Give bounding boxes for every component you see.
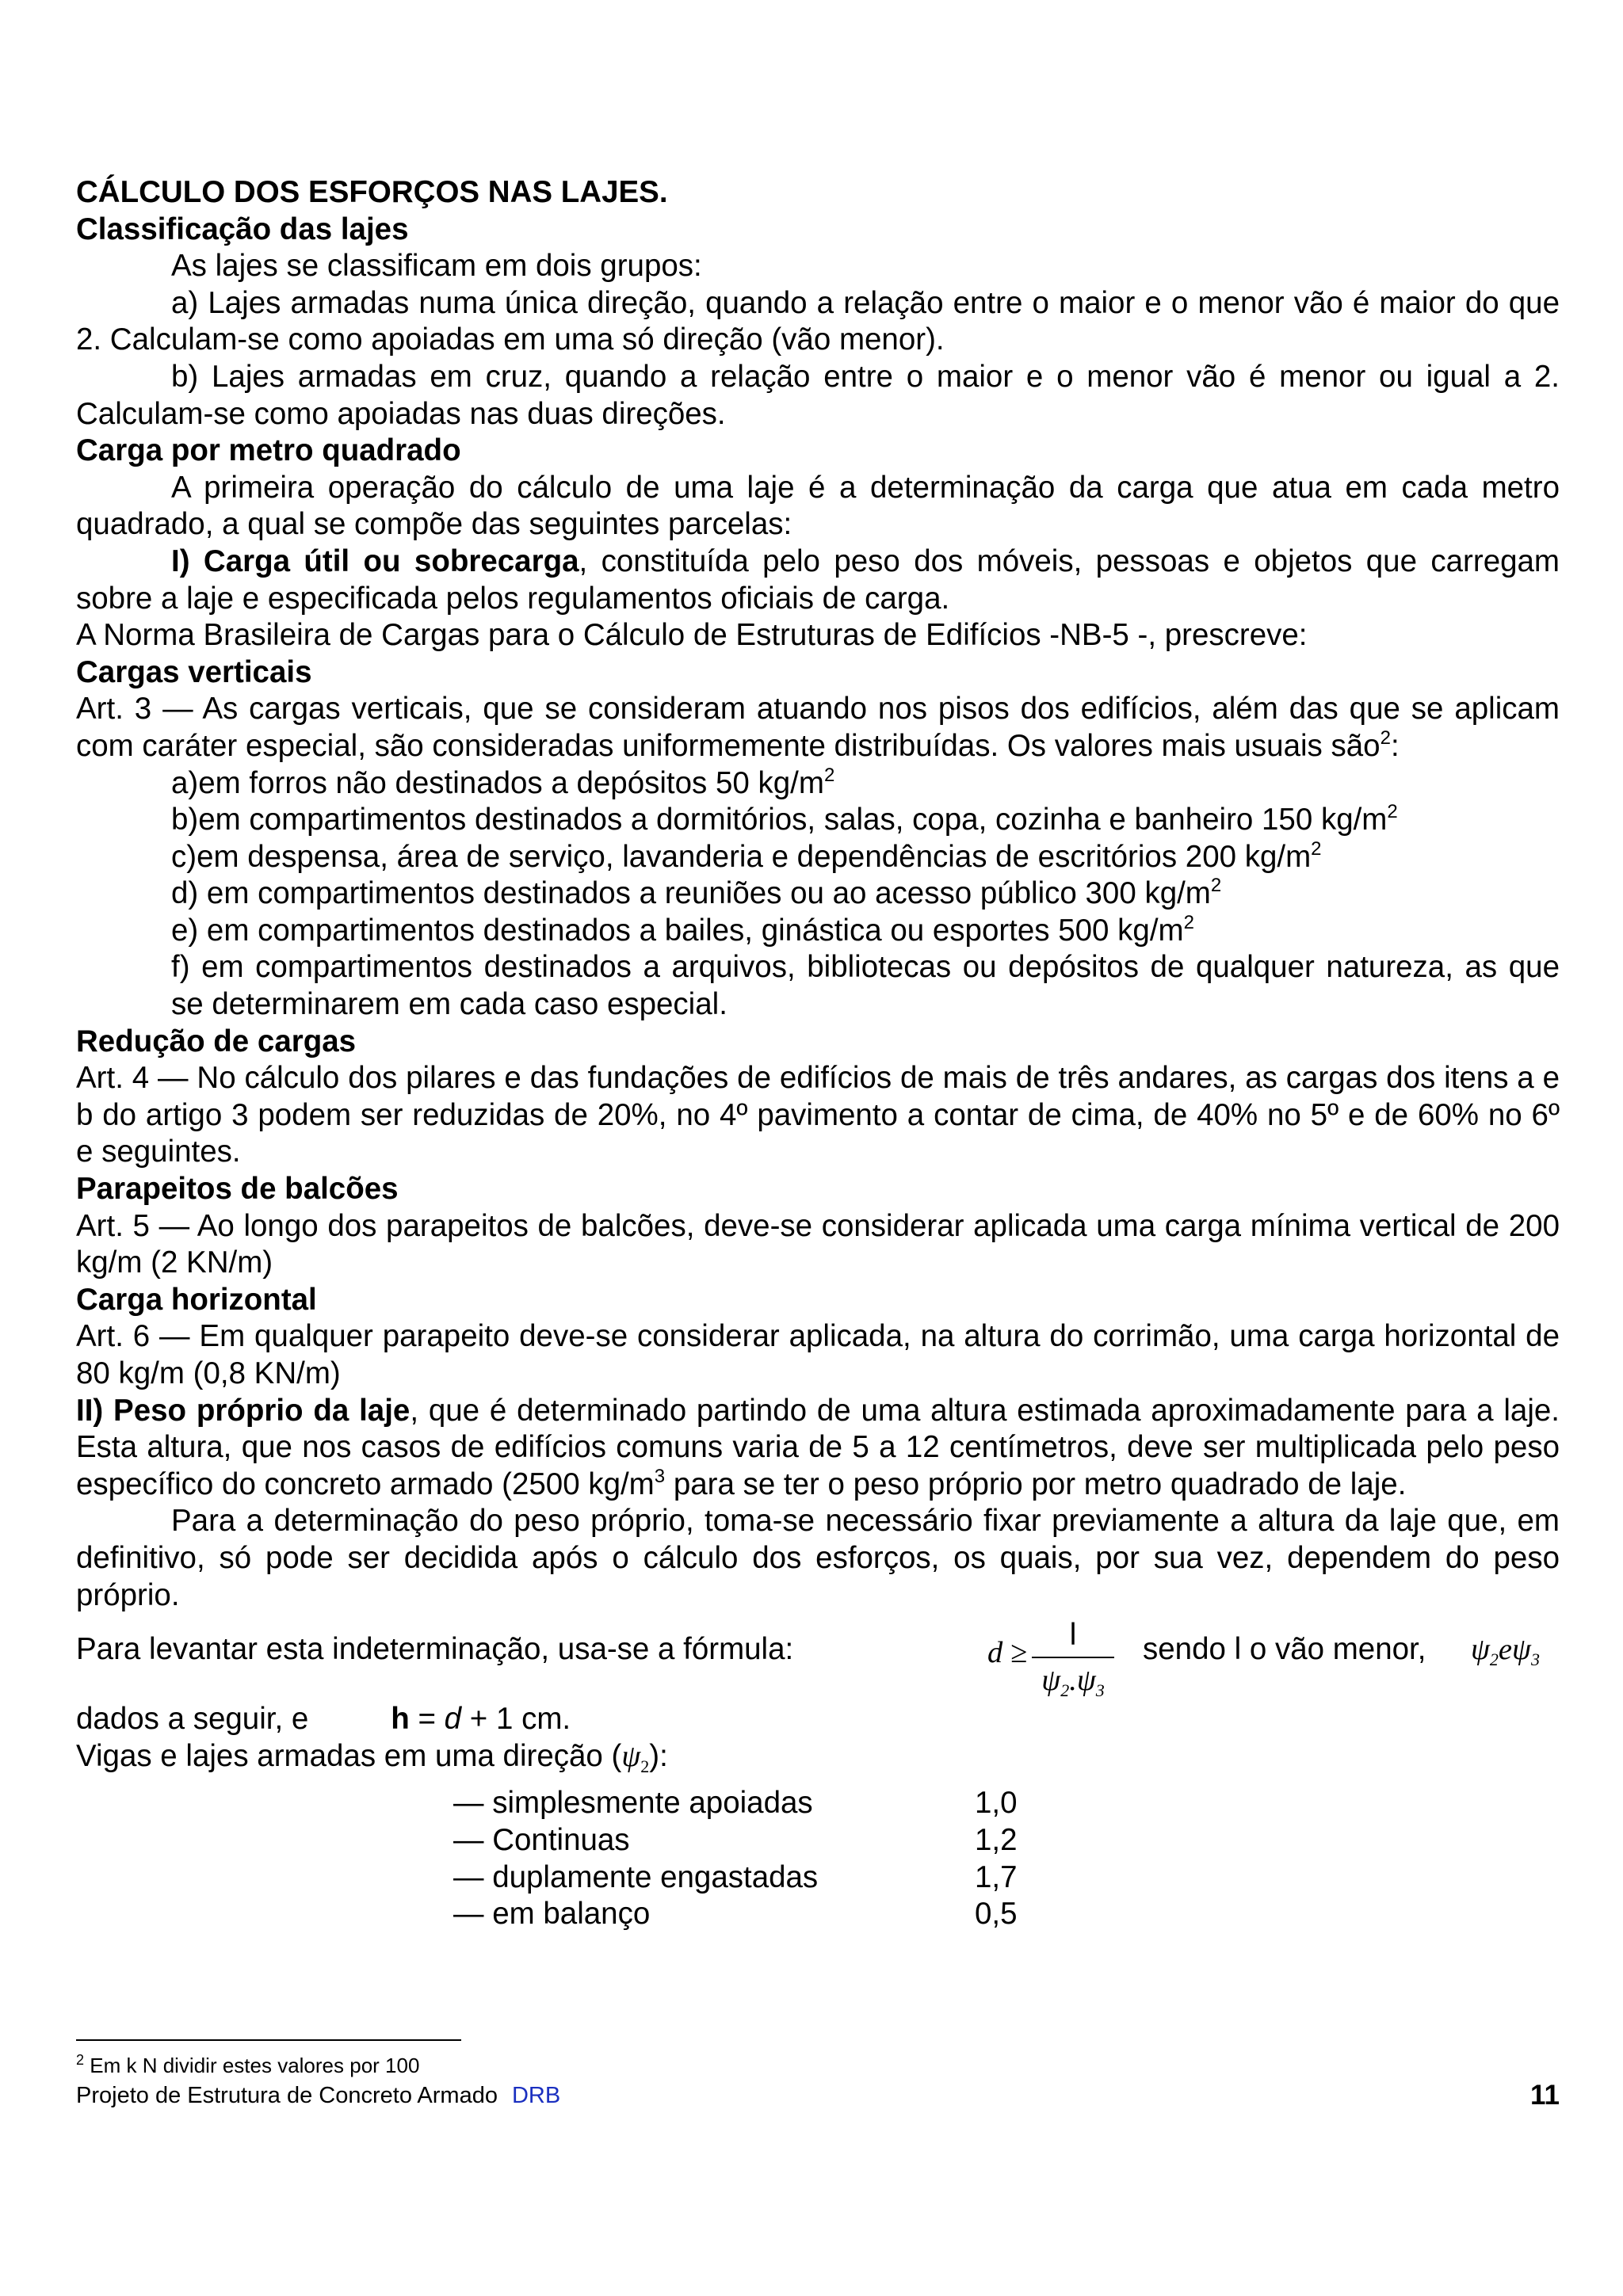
vigas-label: Vigas e lajes armadas em uma direção $(\psi_2)$: xyxy=(76,1738,668,1776)
formula-denominator: $\psi_2.\psi_3$ xyxy=(1041,1664,1105,1701)
norma-text: A Norma Brasileira de Cargas para o Cálculo de Estruturas de Edifícios -NB-5 -, prescreve: xyxy=(76,618,1308,653)
footnote: $^2$ Em k N dividir estes valores por 100 xyxy=(76,2052,420,2077)
list-item: a)em forros não destinados a depósitos 50 $kg/m^2$ xyxy=(171,764,835,800)
table-row: — Continuas 1,2 xyxy=(453,1822,1018,1857)
page-footer xyxy=(76,2081,560,2110)
footnote-rule xyxy=(76,2039,461,2041)
classificacao-item-b: b) Lajes armadas em cruz, quando a relação entre o maior e o menor vão é menor ou igual a 2. Calculam-se como apoiadas nas duas direções. xyxy=(76,359,1560,431)
peso-proprio-paragraph: II) Peso próprio da laje, que é determinado partindo de uma altura estimada aproximadamente para a laje. Esta altura, que nos casos de edifícios comuns varia de 5 a 12 centímetros, deve ser multiplicada pelo peso específico do concreto armado (2500 $kg/m^3$ para se ter o peso próprio por metro quadrado de laje. xyxy=(76,1393,1560,1501)
heading-carga-metro: Carga por metro quadrado xyxy=(76,433,461,468)
formula-tail: sendo l o vão menor, xyxy=(1143,1632,1426,1667)
footnote-ref: 2 xyxy=(1380,727,1391,749)
art3-end: : xyxy=(1390,728,1400,763)
list-item: f) em compartimentos destinados a arquivos, bibliotecas ou depósitos de qualquer natureza, as que se determinarem em cada caso especial. xyxy=(171,950,1560,1022)
fraction-bar xyxy=(1032,1657,1114,1658)
list-item: d) em compartimentos destinados a reuniões ou ao acesso público 300 $kg/m^2$ xyxy=(171,875,1222,911)
page-title: CÁLCULO DOS ESFORÇOS NAS LAJES. xyxy=(76,175,668,209)
carga-util-paragraph xyxy=(76,543,1560,617)
table-row: — duplamente engastadas 1,7 xyxy=(453,1859,1018,1894)
art3-text: Art. 3 — As cargas verticais, que se consideram atuando nos pisos dos edifícios, além das que se aplicam com caráter especial, são consideradas uniformemente distribuídas. Os valores mais usuais são xyxy=(76,692,1560,763)
heading-cargas-verticais: Cargas verticais xyxy=(76,654,312,689)
classificacao-intro: As lajes se classificam em dois grupos: xyxy=(171,249,702,284)
table-row: — em balanço 0,5 xyxy=(453,1897,1018,1932)
page-number: 11 xyxy=(1530,2080,1560,2111)
list-item: e) em compartimentos destinados a bailes, ginástica ou esportes 500 $kg/m^2$ xyxy=(171,911,1194,948)
footer-author: DRB xyxy=(511,2083,561,2108)
formula-fraction xyxy=(1032,1617,1114,1708)
peso-proprio-bold: II) Peso próprio da laje xyxy=(76,1393,411,1428)
heading-classificacao: Classificação das lajes xyxy=(76,212,409,246)
list-item: b)em compartimentos destinados a dormitórios, salas, copa, cozinha e banheiro 150 $kg/m^2$ xyxy=(171,801,1398,837)
vigas-table xyxy=(453,1785,1560,1932)
formula-lhs: d ≥ xyxy=(987,1636,1028,1670)
art6-text: Art. 6 — Em qualquer parapeito deve-se considerar aplicada, na altura do corrimão, uma carga horizontal de 80 kg/m (0,8 KN/m) xyxy=(76,1319,1560,1390)
document-page xyxy=(76,174,1560,1933)
list-item: c)em despensa, área de serviço, lavanderia e dependências de escritórios 200 $kg/m^2$ xyxy=(171,837,1322,874)
art4-text: Art. 4 — No cálculo dos pilares e das fundações de edifícios de mais de três andares, as cargas dos itens a e b do artigo 3 podem ser reduzidas de 20%, no 4º pavimento a contar de cima, de 40% no 5º e de 60% no 6º e seguintes. xyxy=(76,1061,1560,1169)
cargas-list xyxy=(76,765,1560,1024)
carga-util-bold: I) Carga útil ou sobrecarga xyxy=(171,543,579,578)
carga-util-text: , constituída pelo peso dos móveis, pessoas e objetos que carregam sobre a laje e especificada pelos regulamentos oficiais de carga. xyxy=(76,543,1560,616)
art5-text: Art. 5 — Ao longo dos parapeitos de balcões, deve-se considerar aplicada uma carga mínima vertical de 200 kg/m (2 KN/m) xyxy=(76,1208,1560,1280)
classificacao-item-a: a) Lajes armadas numa única direção, quando a relação entre o maior e o menor vão é maior do que 2. Calculam-se como apoiadas em uma só direção (vão menor). xyxy=(76,285,1560,357)
formula-lead: Para levantar esta indeterminação, usa-se a fórmula: xyxy=(76,1632,794,1667)
art3-paragraph xyxy=(76,691,1560,765)
formula-row xyxy=(76,1617,1560,1701)
heading-parapeitos: Parapeitos de balcões xyxy=(76,1172,399,1207)
carga-metro-text: A primeira operação do cálculo de uma laje é a determinação da carga que atua em cada metro quadrado, a qual se compõe das seguintes parcelas: xyxy=(76,470,1560,542)
heading-carga-horizontal: Carga horizontal xyxy=(76,1282,317,1317)
formula-numerator: l xyxy=(1069,1618,1077,1653)
peso-proprio-para2: Para a determinação do peso próprio, toma-se necessário fixar previamente a altura da laje que, em definitivo, só pode ser decidida após o cálculo dos esforços, os quais, por sua vez, dependem do peso próprio. xyxy=(76,1504,1560,1612)
formula-after: dados a seguir, e h = d + 1 cm. xyxy=(76,1702,571,1737)
heading-reducao: Redução de cargas xyxy=(76,1024,357,1058)
table-row: — simplesmente apoiadas 1,0 xyxy=(453,1786,1018,1821)
footer-text: Projeto de Estrutura de Concreto Armado xyxy=(76,2083,498,2108)
formula-psi: $\psi_2e\psi_3$ xyxy=(1471,1633,1540,1670)
